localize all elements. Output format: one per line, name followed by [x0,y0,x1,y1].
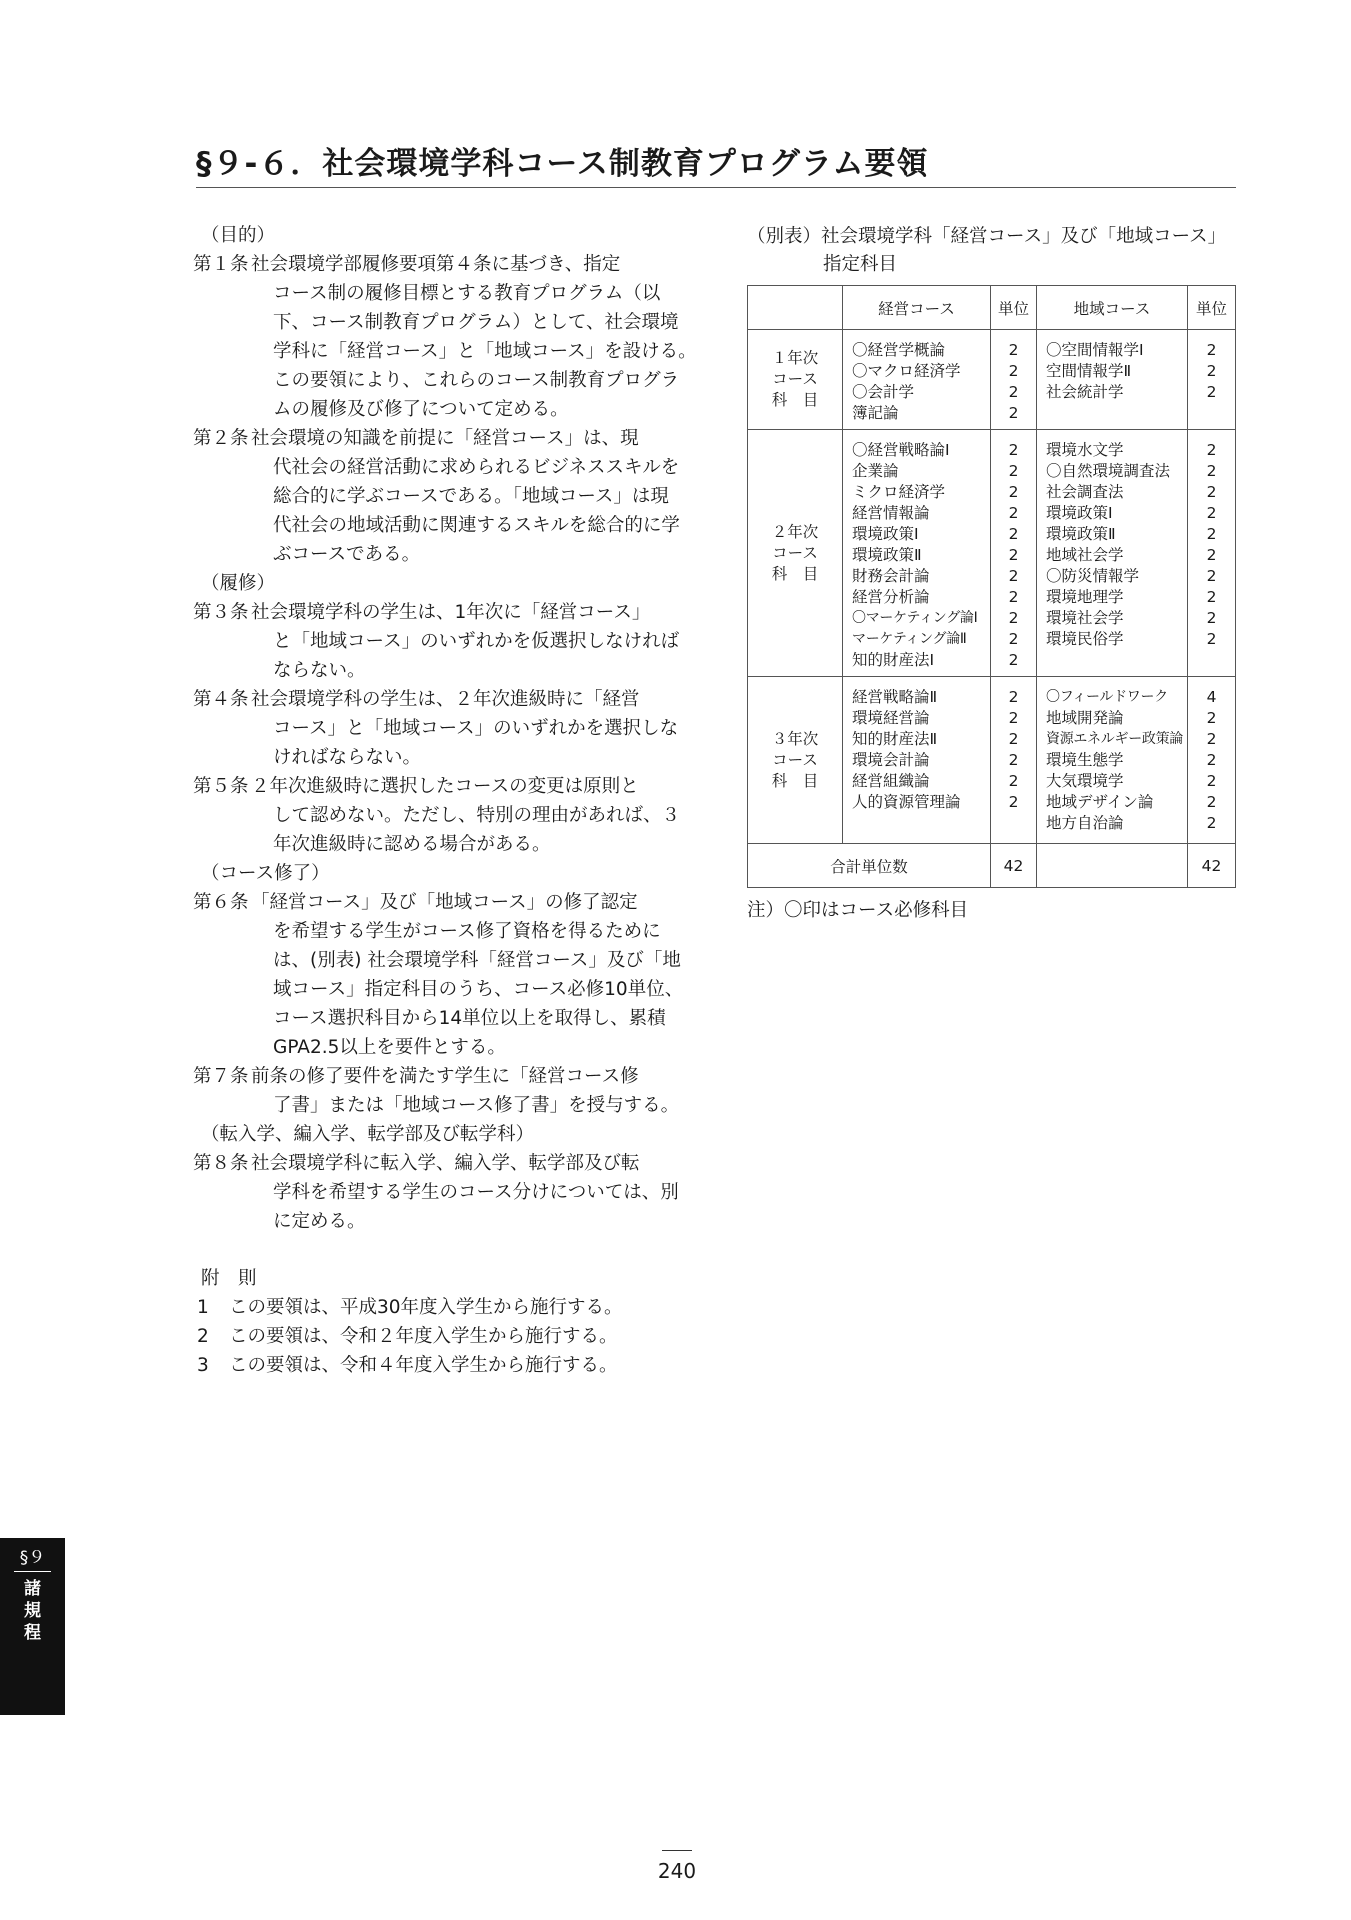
article-line: に定める。 [273,1211,366,1232]
unit-value: 2 [1008,751,1019,769]
unit-value: 2 [1206,751,1217,769]
subject-item: 知的財産法Ⅱ [852,730,938,748]
article-line: ２年次進級時に選択したコースの変更は原則と [251,776,639,797]
article-line: コース」と「地域コース」のいずれかを選択しな [273,718,679,739]
total-keiei: 42 [991,844,1037,888]
side-tab-divider [14,1571,51,1572]
unit-value: 2 [1206,441,1217,459]
subject-item: 〇空間情報学Ⅰ [1046,341,1144,359]
article-line: 下、コース制教育プログラム）として、社会環境 [273,312,679,333]
unit-value: 2 [1008,383,1019,401]
year-label [748,430,843,677]
unit-value: 2 [1206,362,1217,380]
article-body [251,250,697,424]
subject-item: 環境地理学 [1046,588,1124,606]
subject-item: 経営戦略論Ⅱ [852,688,938,706]
subject-item: ミクロ経済学 [852,483,946,501]
year-label-line: ３年次 [771,729,819,748]
unit-value: 2 [1206,567,1217,585]
table-row [748,430,1236,677]
subject-item: 経営情報論 [852,504,930,522]
side-tab-char: 程 [24,1623,41,1643]
table-header-units: 単位 [991,286,1037,330]
unit-value: 2 [1206,341,1217,359]
table-header-chiiki: 地域コース [1037,286,1188,330]
unit-value: 2 [1206,709,1217,727]
subject-item: 地域デザイン論 [1046,793,1154,811]
unit-value: 2 [1206,609,1217,627]
unit-value: 2 [1206,546,1217,564]
heading-purpose: （目的） [201,225,276,246]
subject-item: 人的資源管理論 [852,793,961,811]
subject-item: 環境社会学 [1046,609,1124,627]
subject-item: 経営組織論 [852,772,930,790]
article-body [251,888,684,1062]
article-line: 社会環境学部履修要項第４条に基づき、指定 [251,254,621,275]
supplementary-item-number: 2 [197,1326,209,1347]
subject-item: 〇会計学 [852,383,915,401]
unit-value: 2 [1008,688,1019,706]
subject-item: 〇経営学概論 [852,341,946,359]
subject-item: 簿記論 [852,404,899,422]
year-label-line: コース [772,370,818,388]
article-line: コース選択科目から14単位以上を取得し、累積 [273,1008,666,1029]
unit-value: 2 [1206,383,1217,401]
subject-item: 資源エネルギー政策論 [1046,731,1183,747]
unit-value: 2 [1008,609,1019,627]
article-line: は、(別表) 社会環境学科「経営コース」及び「地 [273,950,681,971]
supplementary-item [193,1293,683,1322]
article-body [251,1062,683,1120]
article-number: 第８条 [193,1153,249,1174]
year-label-line: コース [772,750,818,769]
article-1 [193,250,697,424]
subject-item: 社会調査法 [1046,483,1124,501]
appendix-title [747,223,1237,279]
article-3 [193,598,683,685]
side-tab-label [0,1578,65,1644]
article-body [251,685,683,772]
article-line: この要領により、これらのコース制教育プログラ [273,370,680,391]
subject-item: 空間情報学Ⅱ [1046,362,1132,380]
appendix-title-line1: （別表）社会環境学科「経営コース」及び「地域コース」 [747,226,1227,247]
chiiki-subjects [1037,677,1188,844]
article-line: 年次進級時に認める場合がある。 [273,834,551,855]
keiei-units [991,330,1037,430]
total-row [748,844,1236,888]
table-note: 注）〇印はコース必修科目 [747,900,969,921]
article-number: 第３条 [193,602,249,623]
table-header-units: 単位 [1188,286,1236,330]
subject-item: 環境政策Ⅰ [1046,504,1113,522]
article-line: 「経営コース」及び「地域コース」の修了認定 [251,892,638,913]
article-number: 第２条 [193,428,249,449]
chiiki-units [1188,330,1236,430]
subject-item: マーケティング論Ⅱ [852,631,967,647]
regulation-text [193,221,697,1380]
article-line: GPA2.5以上を要件とする。 [273,1037,506,1058]
year-label [748,330,843,430]
article-line: を希望する学生がコース修了資格を得るために [273,921,661,942]
subject-item: 財務会計論 [852,567,930,585]
unit-value: 4 [1206,688,1217,706]
side-tab-char: 規 [24,1601,41,1621]
article-line: と「地域コース」のいずれかを仮選択しなければ [273,631,680,652]
heading-study: （履修） [201,573,276,594]
keiei-subjects [843,677,991,844]
article-line: 学科を希望する学生のコース分けについては、別 [273,1182,679,1203]
unit-value: 2 [1008,772,1019,790]
article-number: 第５条 [193,776,249,797]
article-body [251,424,683,569]
supplementary-item-text: この要領は、令和２年度入学生から施行する。 [229,1326,618,1347]
unit-value: 2 [1206,483,1217,501]
unit-value: 2 [1206,630,1217,648]
subject-item: 〇マーケティング論Ⅰ [852,610,978,626]
unit-value: 2 [1008,793,1019,811]
supplementary-item-text: この要領は、令和４年度入学生から施行する。 [229,1355,618,1376]
subject-item: 〇防災情報学 [1046,567,1140,585]
article-line: 総合的に学ぶコースである。「地域コース」は現 [273,486,669,507]
table-header-row [748,286,1236,330]
unit-value: 2 [1008,730,1019,748]
supplementary-item-number: 1 [197,1297,209,1318]
year-label-line: 科 目 [771,391,819,409]
keiei-units [991,677,1037,844]
article-5 [193,772,683,859]
unit-value: 2 [1206,730,1217,748]
article-line: 社会環境学科の学生は、２年次進級時に「経営 [251,689,640,710]
subject-item: 大気環境学 [1046,772,1124,790]
article-line: 代社会の経営活動に求められるビジネススキルを [273,457,680,478]
table-header-blank [748,286,843,330]
unit-value: 2 [1008,567,1019,585]
article-line: 域コース」指定科目のうち、コース必修10単位、 [273,979,684,1000]
unit-value: 2 [1206,504,1217,522]
chiiki-subjects [1037,330,1188,430]
supplementary-item [193,1351,683,1380]
appendix-title-line2: 指定科目 [823,254,898,275]
chiiki-subjects [1037,430,1188,677]
article-body [251,598,683,685]
subject-item: 企業論 [852,462,899,480]
unit-value: 2 [1008,651,1019,669]
subject-item: 環境民俗学 [1046,630,1124,648]
article-number: 第１条 [193,254,249,275]
section-side-tab [0,1538,65,1715]
year-label-line: コース [772,543,818,562]
table-row [748,330,1236,430]
subject-item: 経営分析論 [852,588,930,606]
article-number: 第７条 [193,1066,249,1087]
subject-item: 環境政策Ⅱ [1046,525,1116,543]
article-line: 社会環境の知識を前提に「経営コース」は、現 [251,428,639,449]
article-line: ならない。 [273,660,366,681]
unit-value: 2 [1008,462,1019,480]
article-6 [193,888,683,1062]
chiiki-units [1188,430,1236,677]
unit-value: 2 [1008,483,1019,501]
article-line: 了書」または「地域コース修了書」を授与する。 [273,1095,680,1116]
unit-value: 2 [1206,814,1217,832]
unit-value: 2 [1008,441,1019,459]
unit-value: 2 [1206,772,1217,790]
unit-value: 2 [1206,588,1217,606]
supplementary-item-number: 3 [197,1355,209,1376]
unit-value: 2 [1206,793,1217,811]
unit-value: 2 [1008,546,1019,564]
heading-completion: （コース修了） [201,863,330,884]
unit-value: 2 [1008,341,1019,359]
unit-value: 2 [1206,525,1217,543]
page-number: 240 [657,1859,697,1883]
total-blank [1037,844,1188,888]
article-4 [193,685,683,772]
keiei-units [991,430,1037,677]
year-label-line: 科 目 [771,564,819,583]
article-line: して認めない。ただし、特別の理由があれば、３ [273,805,681,826]
unit-value: 2 [1008,525,1019,543]
subject-item: 環境生態学 [1046,751,1124,769]
article-line: 社会環境学科に転入学、編入学、転学部及び転 [251,1153,640,1174]
article-line: コース制の履修目標とする教育プログラム（以 [273,283,661,304]
subject-item: 知的財産法Ⅰ [852,651,935,669]
page-title: §９-６．社会環境学科コース制教育プログラム要領 [196,146,929,182]
subject-item: 〇経営戦略論Ⅰ [852,441,950,459]
total-label: 合計単位数 [748,844,991,888]
supplementary-item [193,1322,683,1351]
subject-item: 環境政策Ⅰ [852,525,919,543]
year-label [748,677,843,844]
subject-item: 〇自然環境調査法 [1046,462,1171,480]
heading-transfer: （転入学、編入学、転学部及び転学科） [201,1124,535,1145]
year-label-line: １年次 [771,349,819,367]
table-row [748,677,1236,844]
supplementary-item-text: この要領は、平成30年度入学生から施行する。 [229,1297,623,1318]
article-line: 前条の修了要件を満たす学生に「経営コース修 [251,1066,639,1087]
subject-item: 地方自治論 [1046,814,1124,832]
unit-value: 2 [1008,504,1019,522]
unit-value: 2 [1008,630,1019,648]
subject-item: 〇フィールドワーク [1046,689,1168,705]
keiei-subjects [843,330,991,430]
article-line: 学科に「経営コース」と「地域コース」を設ける。 [273,341,697,362]
table-header-keiei: 経営コース [843,286,991,330]
subject-item: 地域開発論 [1046,709,1124,727]
unit-value: 2 [1206,462,1217,480]
chiiki-units [1188,677,1236,844]
subject-item: 地域社会学 [1046,546,1124,564]
side-tab-section: §９ [19,1548,46,1568]
article-body [251,772,683,859]
side-tab-char: 諸 [24,1579,41,1599]
unit-value: 2 [1008,588,1019,606]
article-line: ぶコースである。 [273,544,421,565]
article-line: 代社会の地域活動に関連するスキルを総合的に学 [273,515,680,536]
subject-item: 環境会計論 [852,751,930,769]
year-label-line: 科 目 [771,771,819,790]
title-underline [196,187,1236,188]
article-number: 第６条 [193,892,249,913]
subject-item: 〇マクロ経済学 [852,362,961,380]
course-subject-table [747,285,1236,888]
article-8 [193,1149,683,1236]
keiei-subjects [843,430,991,677]
page-number-rule [662,1850,692,1851]
year-label-line: ２年次 [771,522,819,541]
subject-item: 環境水文学 [1046,441,1124,459]
unit-value: 2 [1008,362,1019,380]
unit-value: 2 [1008,709,1019,727]
article-line: ければならない。 [273,747,422,768]
subject-item: 環境政策Ⅱ [852,546,922,564]
article-7 [193,1062,683,1120]
article-number: 第４条 [193,689,249,710]
total-chiiki: 42 [1188,844,1236,888]
subject-item: 社会統計学 [1046,383,1124,401]
article-line: 社会環境学科の学生は、1年次に「経営コース」 [251,602,651,623]
article-2 [193,424,683,569]
subject-item: 環境経営論 [852,709,930,727]
article-line: ムの履修及び修了について定める。 [273,399,569,420]
supplementary-heading: 附 則 [201,1268,257,1289]
article-body [251,1149,683,1236]
unit-value: 2 [1008,404,1019,422]
